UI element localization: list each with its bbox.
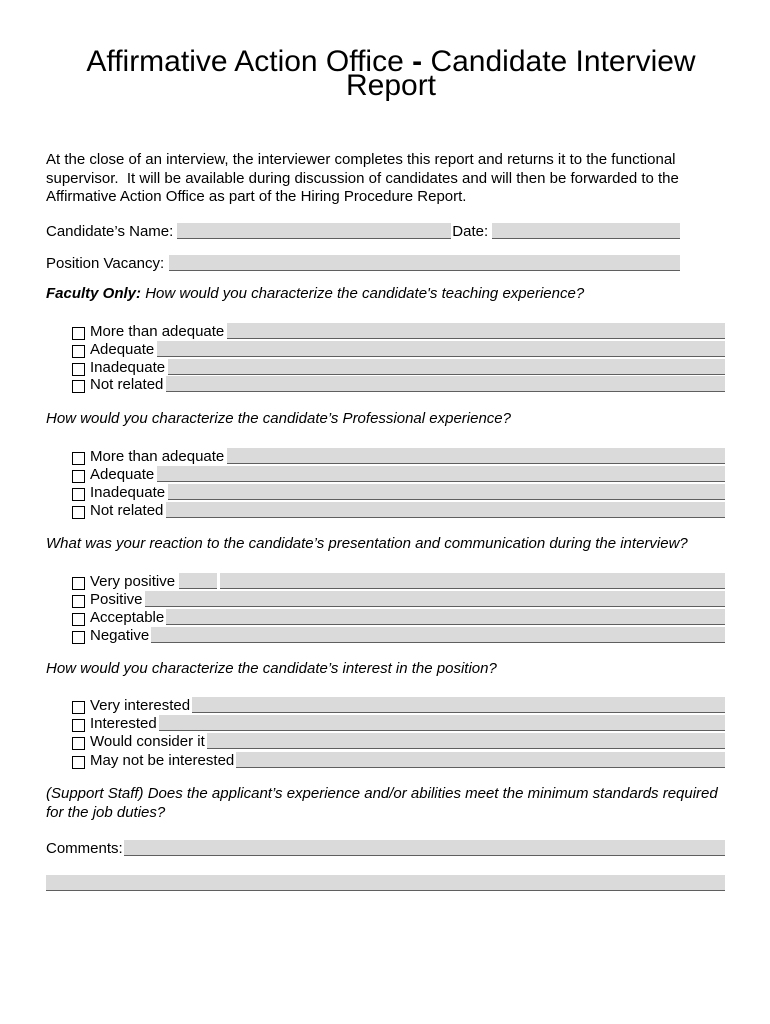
candidate-name-label: Candidate’s Name: <box>46 223 174 240</box>
faculty-only-label: Faculty Only: <box>46 285 142 302</box>
interest-may-not-be-interested-label: May not be interested <box>90 752 235 769</box>
teaching-option-more-than-adequate <box>72 323 725 339</box>
teaching-option-adequate <box>72 341 725 357</box>
presentation-positive-label: Positive <box>90 591 143 608</box>
professional-option-not-related <box>72 502 725 518</box>
date-field[interactable] <box>492 223 680 239</box>
professional-adequate-field[interactable] <box>157 466 725 482</box>
presentation-acceptable-field[interactable] <box>166 609 725 625</box>
teaching-more-than-adequate-label: More than adequate <box>90 323 225 340</box>
presentation-option-very-positive <box>72 573 725 589</box>
teaching-option-not-related <box>72 376 725 392</box>
interest-option-may-not-be-interested <box>72 752 725 768</box>
interest-very-interested-label: Very interested <box>90 697 191 714</box>
professional-more-than-adequate-field[interactable] <box>227 448 725 464</box>
support-staff-question: (Support Staff) Does the applicant’s experience and/or abilities meet the minimum standards required for the job duties? <box>46 785 718 821</box>
candidate-name-field[interactable] <box>177 223 451 239</box>
teaching-option-inadequate <box>72 359 725 375</box>
presentation-acceptable-label: Acceptable <box>90 609 165 626</box>
presentation-acceptable-checkbox[interactable] <box>72 613 85 626</box>
presentation-negative-checkbox[interactable] <box>72 631 85 644</box>
teaching-not-related-label: Not related <box>90 376 164 393</box>
presentation-positive-checkbox[interactable] <box>72 595 85 608</box>
presentation-question: What was your reaction to the candidate’s presentation and communication during the interview? <box>46 535 688 552</box>
professional-experience-question: How would you characterize the candidate’s Professional experience? <box>46 410 511 427</box>
professional-adequate-checkbox[interactable] <box>72 470 85 483</box>
page-title <box>56 45 726 102</box>
interest-option-very-interested <box>72 697 725 713</box>
interest-may-not-be-interested-field[interactable] <box>236 752 725 768</box>
professional-inadequate-checkbox[interactable] <box>72 488 85 501</box>
professional-inadequate-label: Inadequate <box>90 484 166 501</box>
interest-may-not-be-interested-checkbox[interactable] <box>72 756 85 769</box>
professional-option-adequate <box>72 466 725 482</box>
presentation-option-negative <box>72 627 725 643</box>
professional-option-inadequate <box>72 484 725 500</box>
teaching-inadequate-field[interactable] <box>168 359 725 375</box>
teaching-not-related-checkbox[interactable] <box>72 380 85 393</box>
position-vacancy-row <box>46 255 680 271</box>
teaching-inadequate-checkbox[interactable] <box>72 363 85 376</box>
professional-not-related-checkbox[interactable] <box>72 506 85 519</box>
presentation-very-positive-label: Very positive <box>90 573 176 590</box>
date-label: Date: <box>452 223 489 240</box>
teaching-adequate-field[interactable] <box>157 341 725 357</box>
interest-very-interested-field[interactable] <box>192 697 725 713</box>
comments-label: Comments: <box>46 840 123 857</box>
interest-interested-label: Interested <box>90 715 157 732</box>
professional-more-than-adequate-label: More than adequate <box>90 448 225 465</box>
interest-question: How would you characterize the candidate’s interest in the position? <box>46 660 497 677</box>
professional-adequate-label: Adequate <box>90 466 155 483</box>
professional-not-related-label: Not related <box>90 502 164 519</box>
presentation-negative-field[interactable] <box>151 627 725 643</box>
title-text-end: Candidate Interview Report <box>345 45 696 102</box>
intro-paragraph: At the close of an interview, the interviewer completes this report and returns it to the functional supervisor. It will be available during discussion of candidates and will then be forwarded to the Affirmative Action Office as part of the Hiring Procedure Report. <box>46 151 679 205</box>
presentation-negative-label: Negative <box>90 627 150 644</box>
comments-field[interactable] <box>124 840 725 856</box>
interest-option-interested <box>72 715 725 731</box>
teaching-more-than-adequate-field[interactable] <box>227 323 725 339</box>
title-text-start: Affirmative Action Office <box>86 45 404 78</box>
presentation-very-positive-short-field[interactable] <box>179 573 217 589</box>
teaching-experience-question <box>46 285 584 303</box>
position-vacancy-field[interactable] <box>169 255 680 271</box>
professional-inadequate-field[interactable] <box>168 484 725 500</box>
comments-continuation-field[interactable] <box>46 875 725 891</box>
teaching-not-related-field[interactable] <box>166 376 725 392</box>
professional-more-than-adequate-checkbox[interactable] <box>72 452 85 465</box>
professional-not-related-field[interactable] <box>166 502 725 518</box>
presentation-very-positive-field[interactable] <box>220 573 725 589</box>
comments-row <box>46 840 725 856</box>
presentation-option-positive <box>72 591 725 607</box>
presentation-option-acceptable <box>72 609 725 625</box>
teaching-adequate-checkbox[interactable] <box>72 345 85 358</box>
position-vacancy-label: Position Vacancy: <box>46 255 165 272</box>
professional-option-more-than-adequate <box>72 448 725 464</box>
interest-interested-checkbox[interactable] <box>72 719 85 732</box>
interest-would-consider-it-label: Would consider it <box>90 733 205 750</box>
candidate-info-row <box>46 223 680 239</box>
interest-interested-field[interactable] <box>159 715 725 731</box>
teaching-more-than-adequate-checkbox[interactable] <box>72 327 85 340</box>
interest-option-would-consider-it <box>72 733 725 749</box>
interest-very-interested-checkbox[interactable] <box>72 701 85 714</box>
title-dash: - <box>412 45 423 78</box>
teaching-inadequate-label: Inadequate <box>90 359 166 376</box>
teaching-adequate-label: Adequate <box>90 341 155 358</box>
presentation-very-positive-checkbox[interactable] <box>72 577 85 590</box>
interest-would-consider-it-field[interactable] <box>207 733 725 749</box>
presentation-positive-field[interactable] <box>145 591 725 607</box>
interest-would-consider-it-checkbox[interactable] <box>72 737 85 750</box>
teaching-question-text: How would you characterize the candidate's teaching experience? <box>145 285 585 302</box>
